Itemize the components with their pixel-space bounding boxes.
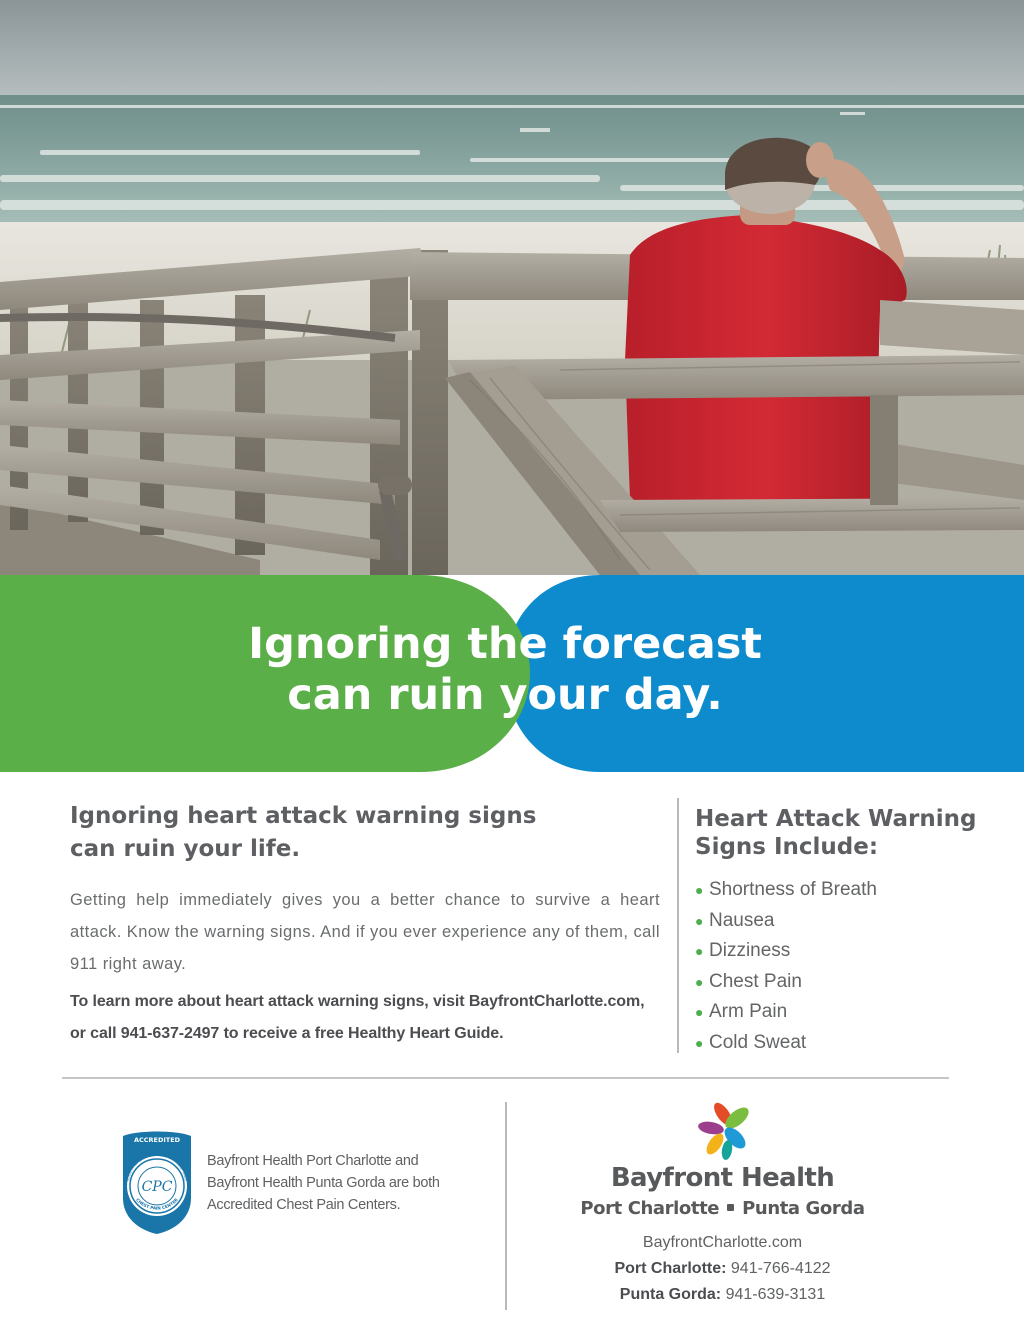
intro-subhead-line-1: Ignoring heart attack warning signs [70,803,537,829]
phone-label: Punta Gorda: [619,1286,722,1303]
warning-sign-label: Shortness of Breath [709,879,877,900]
contact-info [560,1230,885,1308]
footer-divider [62,1077,949,1079]
hero-photo [0,0,1024,575]
badge-ring-text: SOCIETY OF CARDIOVASCULAR PATIENT CARE [126,1152,188,1182]
warning-signs-list [695,875,995,1059]
warning-sign-label: Cold Sweat [709,1031,807,1053]
headline [0,619,1010,721]
list-item [695,1028,995,1059]
list-item [695,906,995,937]
list-item [695,936,995,967]
brand-locations [560,1196,885,1222]
chest-pain-center-badge-icon [117,1128,197,1234]
accreditation-line-1: Bayfront Health Port Charlotte and [207,1153,419,1169]
warning-sign-label: Dizziness [709,940,791,962]
list-item [695,997,995,1028]
badge-monogram: CPC [141,1179,173,1195]
warning-signs-title-line-1: Heart Attack Warning [695,806,977,832]
warning-signs-section [695,805,995,1059]
learn-more-text: To learn more about heart attack warning signs, visit BayfrontCharlotte.com, or call 941-637-2497 to receive a free Healthy Heart Guide. [70,993,645,1042]
warning-signs-title [695,805,995,861]
headline-line-1: Ignoring the forecast [248,619,762,669]
badge-bottom-text: CHEST PAIN CENTER [135,1197,179,1211]
phone-port-charlotte [560,1256,885,1282]
accreditation-line-3: Accredited Chest Pain Centers. [207,1197,401,1213]
beach-boardwalk-image [0,0,1024,575]
column-divider [677,798,679,1053]
bullet-icon: ● [695,1004,704,1021]
brand-location-1: Port Charlotte [580,1198,720,1219]
warning-sign-label: Chest Pain [709,970,802,992]
bayfront-flower-logo-icon [693,1100,753,1160]
intro-subhead-line-2: can ruin your life. [70,836,301,862]
bullet-icon: ● [695,912,704,929]
phone-punta-gorda [560,1282,885,1308]
bullet-icon: ● [695,943,704,960]
headline-band [0,575,1024,772]
brand-location-2: Punta Gorda [742,1198,865,1219]
accreditation-text [207,1150,477,1216]
bullet-icon: ● [695,973,704,990]
phone-label: Port Charlotte: [614,1260,727,1277]
warning-sign-label: Nausea [709,909,775,931]
bullet-icon: ● [695,882,704,898]
warning-sign-label: Arm Pain [709,1001,788,1023]
intro-subhead [70,800,660,866]
separator-dot-icon [727,1204,734,1211]
bullet-icon: ● [695,1034,704,1051]
intro-section [70,800,660,1050]
website-link[interactable]: BayfrontCharlotte.com [642,1234,803,1251]
headline-line-2: can ruin your day. [287,670,723,720]
phone-number[interactable]: 941-639-3131 [725,1286,826,1303]
footer-column-divider [505,1102,507,1310]
accreditation-line-2: Bayfront Health Punta Gorda are both [207,1175,440,1191]
phone-number[interactable]: 941-766-4122 [730,1260,831,1277]
warning-signs-title-line-2: Signs Include: [695,834,879,860]
brand-name: Bayfront Health [610,1163,835,1193]
intro-paragraph: Getting help immediately gives you a better chance to survive a heart attack. Know the warning signs. And if you ever experience any of them, call 911 right away. [70,891,661,973]
badge-top-text: ACCREDITED [133,1136,181,1144]
list-item [695,967,995,998]
list-item [695,875,995,906]
